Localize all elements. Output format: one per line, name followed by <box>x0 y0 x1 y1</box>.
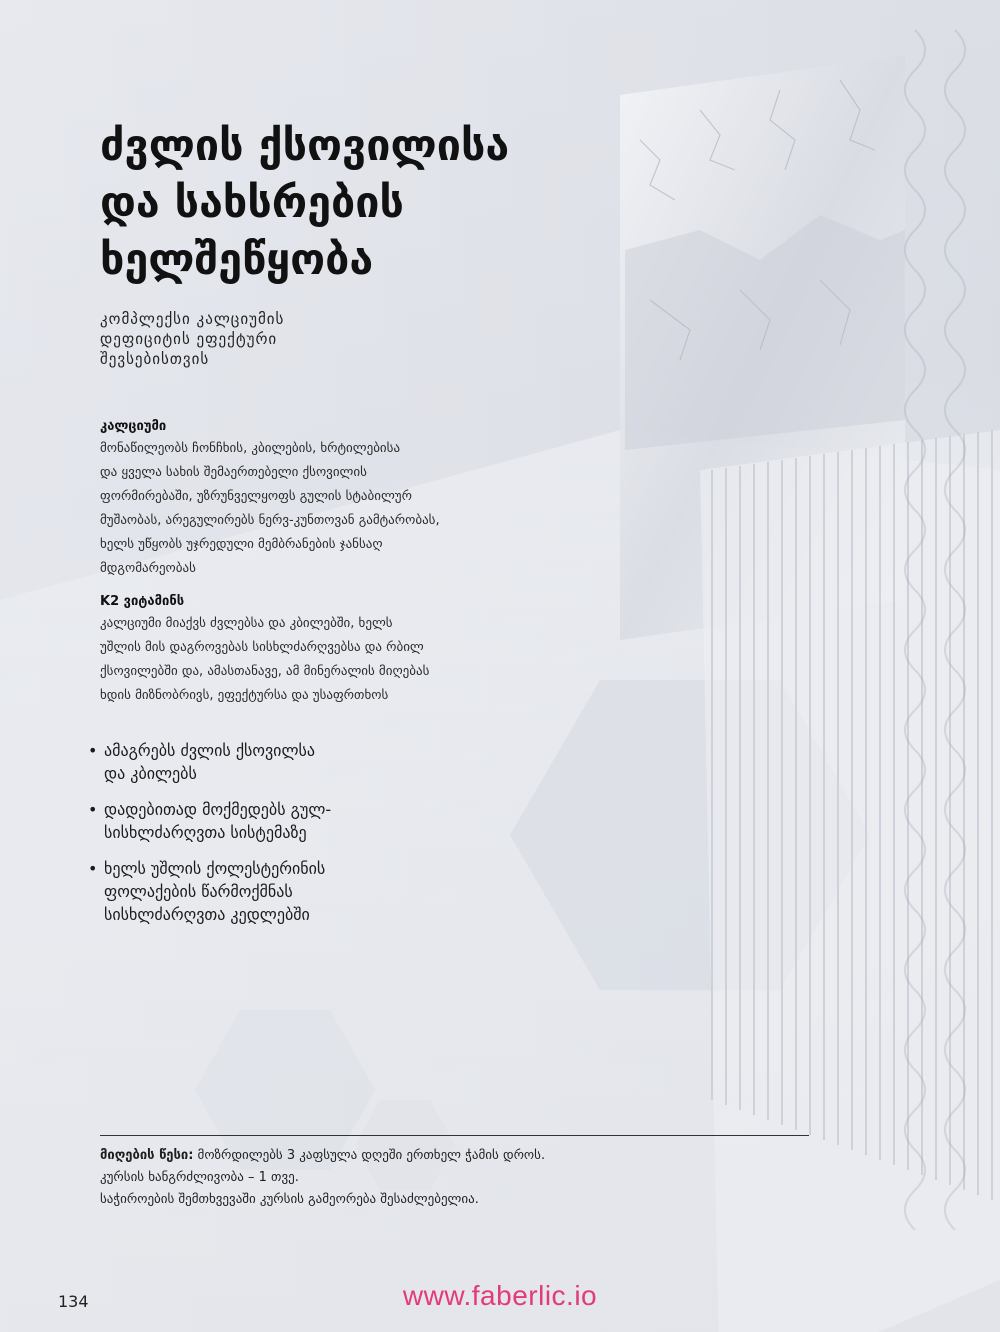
bullet-icon: • <box>88 859 98 878</box>
vitamin-k2-line: კალციუმი მიაქვს ძვლებსა და კბილებში, ხელს <box>100 616 393 631</box>
usage-text: მოზრდილებს 3 კაფსულა დღეში ერთხელ ჭამის დროს. <box>193 1148 546 1163</box>
page-title <box>100 118 660 289</box>
list-item <box>88 798 508 844</box>
calcium-line: და ყველა სახის შემაერთებელი ქსოვილის <box>100 465 367 480</box>
bullet-line: ამაგრებს ძვლის ქსოვილსა <box>104 741 315 760</box>
bullet-line: სისხლძარღვთა კედლებში <box>104 905 310 924</box>
vitamin-k2-line: ხდის მიზნობრივს, ეფექტურსა და უსაფრთხოს <box>100 688 389 703</box>
title-line-2: და სახსრების <box>100 178 404 228</box>
usage-line-3: საჭიროების შემთხვევაში კურსის გამეორება შესაძლებელია. <box>100 1192 479 1207</box>
list-item <box>88 857 508 926</box>
title-line-3: ხელშეწყობა <box>100 235 374 285</box>
bullet-icon: • <box>88 741 98 760</box>
calcium-heading: კალციუმი <box>100 419 167 434</box>
bullet-line: და კბილებს <box>104 764 197 783</box>
vitamin-k2-line: უშლის მის დაგროვებას სისხლძარღვებსა და რბილ <box>100 640 424 655</box>
benefits-list <box>88 739 508 939</box>
vitamin-k2-description <box>100 612 570 708</box>
subtitle-line-1: კომპლექსი კალციუმის <box>100 310 285 328</box>
page-number: 134 <box>58 1292 89 1311</box>
vitamin-k2-line: ქსოვილებში და, ამასთანავე, ამ მინერალის მიღებას <box>100 664 430 679</box>
vitamin-k2-section <box>100 594 570 708</box>
calcium-line: მდგომარეობას <box>100 561 196 576</box>
bullet-line: სისხლძარღვთა სისტემაზე <box>104 823 307 842</box>
website-link[interactable]: www.faberlic.io <box>402 1280 598 1311</box>
calcium-description <box>100 437 570 581</box>
calcium-line: მონაწილეობს ჩონჩხის, კბილების, ხრტილებისა <box>100 441 401 456</box>
divider <box>100 1135 809 1136</box>
vitamin-k2-heading: K2 ვიტამინს <box>100 594 185 609</box>
usage-line-1 <box>100 1145 820 1167</box>
usage-line-2: კურსის ხანგრძლივობა – 1 თვე. <box>100 1170 299 1185</box>
bullet-line: ფოლაქების წარმოქმნას <box>104 882 293 901</box>
bullet-line: ხელს უშლის ქოლესტერინის <box>104 859 326 878</box>
subtitle <box>100 309 520 369</box>
calcium-line: ხელს უწყობს უჯრედული მემბრანების ჯანსაღ <box>100 537 383 552</box>
calcium-line: ფორმირებაში, უზრუნველყოფს გულის სტაბილურ <box>100 489 412 504</box>
bullet-line: დადებითად მოქმედებს გულ- <box>104 800 332 819</box>
bullet-icon: • <box>88 800 98 819</box>
usage-instructions <box>100 1145 820 1211</box>
calcium-section <box>100 419 570 581</box>
usage-label: მიღების წესი: <box>100 1148 194 1163</box>
list-item <box>88 739 508 785</box>
subtitle-line-2: დეფიციტის ეფექტური <box>100 330 278 348</box>
subtitle-line-3: შევსებისთვის <box>100 350 210 368</box>
title-line-1: ძვლის ქსოვილისა <box>100 121 510 171</box>
calcium-line: მუშაობას, არეგულირებს ნერვ-კუნთოვან გამტარობას, <box>100 513 440 528</box>
